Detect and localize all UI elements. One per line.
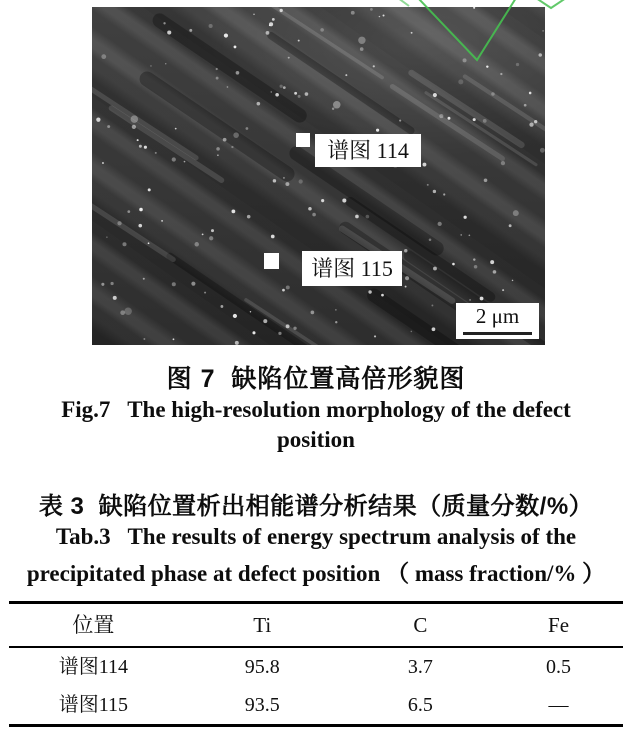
cell-row2-c: 6.5: [407, 694, 433, 716]
figure-caption-en-line2: position: [277, 427, 355, 452]
table-header-position: 位置: [72, 612, 115, 637]
cell-row1-position: 谱图114: [58, 656, 129, 678]
cell-row2-ti: 93.5: [244, 694, 280, 716]
figure-caption-en-line1: Fig.7 The high-resolution morphology of the defect: [61, 397, 571, 422]
spectrum-label-115: 谱图 115: [302, 251, 402, 286]
table-header-ti: Ti: [253, 612, 272, 637]
table-caption-zh: 表 3 缺陷位置析出相能谱分析结果（质量分数/%）: [38, 493, 594, 520]
spectrum-point-115-marker: [264, 253, 279, 269]
spectrum-point-114-marker: [296, 133, 310, 147]
cell-row1-c: 3.7: [407, 656, 433, 678]
spectrum-label-114: 谱图 114: [315, 134, 421, 167]
figure-caption-zh: 图 7 缺陷位置高倍形貌图: [166, 365, 466, 393]
table-header-c: C: [413, 612, 428, 637]
table-header-row: [9, 604, 623, 648]
scale-bar-line: [463, 332, 532, 335]
sem-speckle-texture: [92, 7, 545, 345]
eds-results-table: [9, 601, 623, 727]
cell-row1-ti: 95.8: [244, 656, 280, 678]
scale-bar: [456, 303, 539, 339]
table-row: [9, 686, 623, 724]
cell-row2-position: 谱图115: [58, 694, 129, 716]
cell-row1-fe: 0.5: [546, 656, 572, 678]
table-caption-en-line1: Tab.3 The results of energy spectrum analysis of the: [55, 524, 577, 549]
sem-micrograph: [92, 7, 545, 345]
table-row: [9, 648, 623, 686]
scale-bar-label: 2 μm: [475, 304, 520, 328]
table-caption-en-line2: precipitated phase at defect position （ mass fraction/% ）: [26, 561, 606, 586]
table-header-fe: Fe: [548, 612, 570, 637]
cell-row2-fe: —: [548, 694, 569, 716]
